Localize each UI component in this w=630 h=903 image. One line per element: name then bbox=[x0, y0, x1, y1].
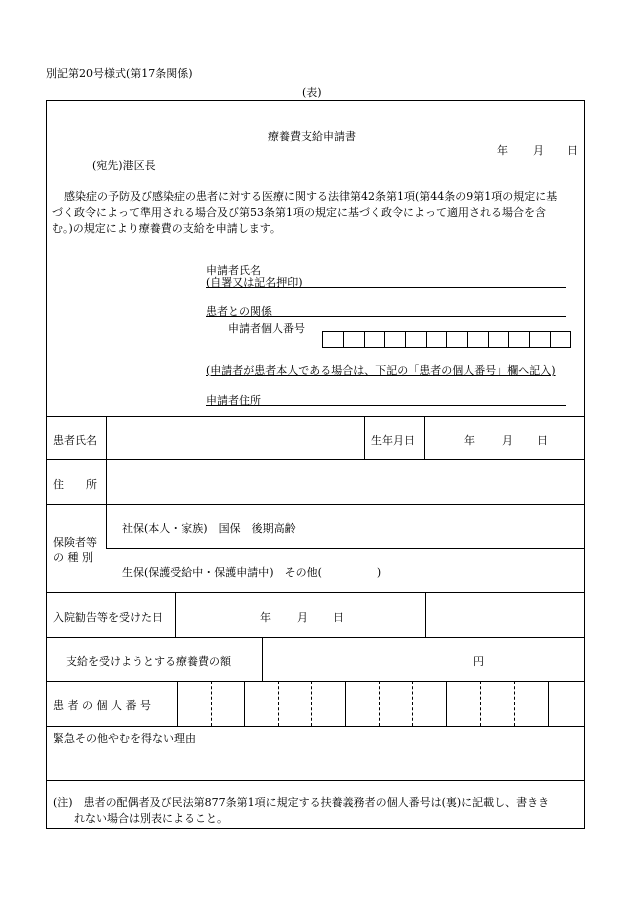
applicant-address-field[interactable] bbox=[206, 405, 566, 406]
hospital-date-label: 入院勧告等を受けた日 bbox=[53, 611, 163, 624]
date-month: 月 bbox=[533, 144, 544, 157]
applicant-mynumber-label: 申請者個人番号 bbox=[228, 322, 305, 335]
reason-label: 緊急その他やむを得ない理由 bbox=[53, 732, 196, 745]
form-number: 別記第20号様式(第17条関係) bbox=[46, 67, 193, 80]
patient-name-label: 患者氏名 bbox=[53, 434, 97, 447]
applicant-name-label: 申請者氏名 bbox=[206, 264, 261, 277]
note-line-1: (注) 患者の配偶者及び民法第877条第1項に規定する扶養義務者の個人番号は(裏)に記載し、書きき bbox=[53, 796, 550, 809]
applicant-name-field[interactable] bbox=[206, 287, 566, 288]
amount-label: 支給を受けようとする療養費の額 bbox=[66, 655, 231, 668]
patient-mynumber-field[interactable] bbox=[179, 683, 583, 724]
amount-unit: 円 bbox=[473, 655, 484, 668]
birth-year: 年 bbox=[464, 434, 475, 447]
side-label: (表) bbox=[302, 86, 322, 99]
birth-month: 月 bbox=[502, 434, 513, 447]
date-year: 年 bbox=[497, 144, 508, 157]
patient-mynumber-label: 患 者 の 個 人 番 号 bbox=[53, 699, 151, 712]
hospital-year: 年 bbox=[260, 611, 271, 624]
date-day: 日 bbox=[567, 144, 578, 157]
relation-label: 患者との関係 bbox=[206, 305, 272, 318]
applicant-address-label: 申請者住所 bbox=[206, 394, 261, 407]
body-text-line-2: づく政令によって準用される場合及び第53条第1項の規定に基づく政令によって適用される場合を含 bbox=[52, 206, 546, 219]
relation-field[interactable] bbox=[206, 316, 566, 317]
note-line-2: れない場合は別表によること。 bbox=[74, 812, 228, 825]
body-text-line-3: む。)の規定により療養費の支給を申請します。 bbox=[52, 222, 281, 235]
applicant-name-note: (自署又は記名押印) bbox=[206, 276, 303, 289]
hospital-month: 月 bbox=[297, 611, 308, 624]
patient-name-field[interactable] bbox=[108, 418, 362, 458]
form-title: 療養費支給申請書 bbox=[268, 130, 356, 143]
birth-day: 日 bbox=[537, 434, 548, 447]
hospital-day: 日 bbox=[333, 611, 344, 624]
address-field[interactable] bbox=[108, 461, 583, 502]
reason-field[interactable] bbox=[48, 746, 583, 778]
insurer-option-1[interactable]: 社保(本人・家族) 国保 後期高齢 bbox=[122, 522, 296, 535]
insurer-label-line-2: の 種 別 bbox=[53, 551, 93, 564]
birth-date-label: 生年月日 bbox=[371, 434, 415, 447]
amount-field[interactable] bbox=[266, 639, 466, 679]
insurer-label-line-1: 保険者等 bbox=[53, 536, 97, 549]
addressee: (宛先)港区長 bbox=[92, 159, 156, 172]
address-label: 住 所 bbox=[53, 478, 97, 491]
insurer-option-2[interactable]: 生保(保護受給中・保護申請中) その他( ) bbox=[122, 566, 382, 579]
body-text-line-1: 感染症の予防及び感染症の患者に対する医療に関する法律第42条第1項(第44条の9第1項の規定に基 bbox=[64, 190, 558, 203]
applicant-note: (申請者が患者本人である場合は、下記の「患者の個人番号」欄へ記入) bbox=[206, 364, 556, 377]
